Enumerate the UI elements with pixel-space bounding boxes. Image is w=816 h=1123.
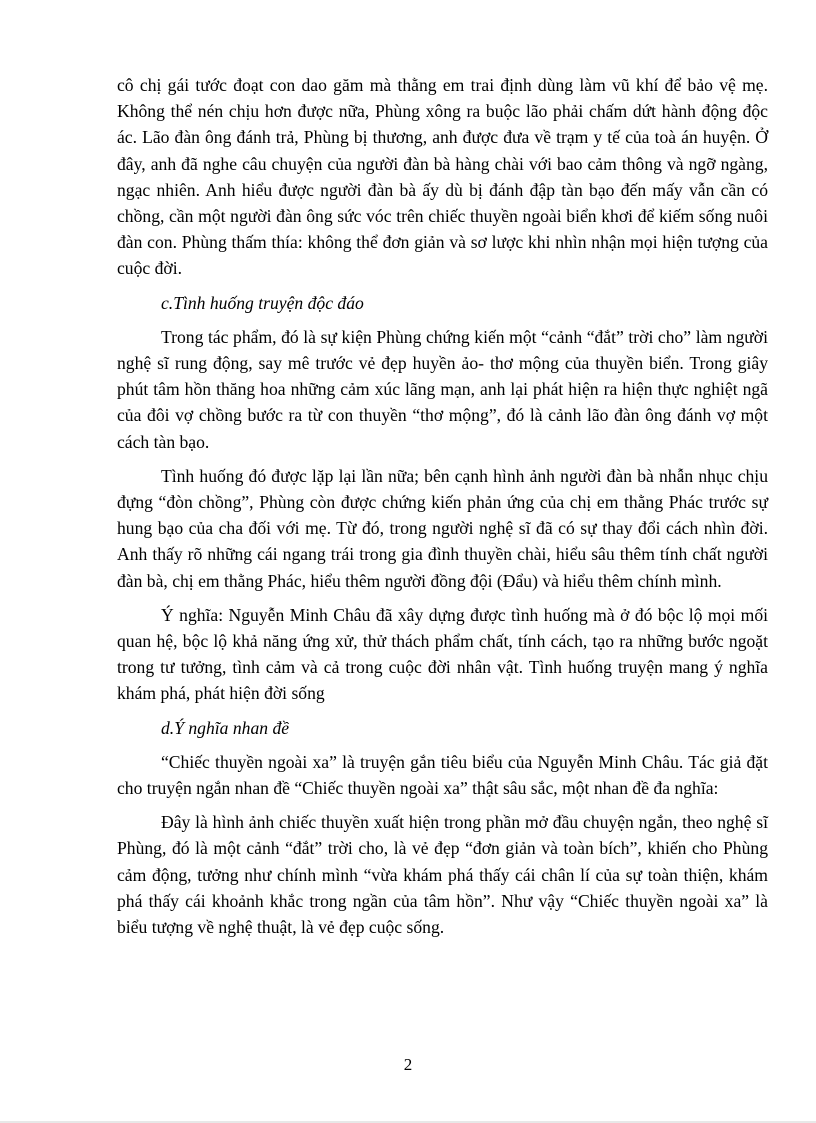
intro-paragraph: cô chị gái tước đoạt con dao găm mà thằng em trai định dùng làm vũ khí để bảo vệ mẹ. Không thể nén chịu hơn được nữa, Phùng xông ra buộc lão phải chấm dứt hành động độc ác. Lão đàn ông đánh trả, Phùng bị thương, anh được đưa về trạm y tế của toà án huyện. Ở đây, anh đã nghe câu chuyện của người đàn bà hàng chài với bao cảm thông và ngỡ ngàng, ngạc nhiên. Anh hiểu được người đàn bà ấy dù bị đánh đập tàn bạo đến mấy vẫn cần có chồng, cần một người đàn ông sức vóc trên chiếc thuyền ngoài biển khơi để kiếm sống nuôi đàn con. Phùng thấm thía: không thể đơn giản và sơ lược khi nhìn nhận mọi hiện tượng của cuộc đời. [117,75,768,279]
section-c-paragraph-2: Tình huống đó được lặp lại lần nữa; bên cạnh hình ảnh người đàn bà nhẫn nhục chịu đựng “đòn chồng”, Phùng còn được chứng kiến phản ứng của chị em thằng Phác trước sự hung bạo của cha đối với mẹ. Từ đó, trong người nghệ sĩ đã có sự thay đổi cách nhìn đời. Anh thấy rõ những cái ngang trái trong gia đình thuyền chài, hiểu sâu thêm tính chất người đàn bà, chị em thằng Phác, hiểu thêm người đồng đội (Đẩu) và hiểu thêm chính mình. [117,465,768,591]
document-body [117,72,768,940]
section-d-paragraph-1: “Chiếc thuyền ngoài xa” là truyện gắn tiêu biểu của Nguyễn Minh Châu. Tác giả đặt cho truyện ngắn nhan đề “Chiếc thuyền ngoài xa” thật sâu sắc, một nhan đề đa nghĩa: [117,751,768,799]
section-c-paragraph-3: Ý nghĩa: Nguyễn Minh Châu đã xây dựng được tình huống mà ở đó bộc lộ mọi mối quan hệ, bộc lộ khả năng ứng xử, thử thách phẩm chất, tính cách, tạo ra những bước ngoặt trong tư tưởng, tình cảm và cả trong cuộc đời nhân vật. Tình huống truyện mang ý nghĩa khám phá, phát hiện đời sống [117,604,768,704]
section-d-heading: d.Ý nghĩa nhan đề [161,717,290,738]
section-c-paragraph-1: Trong tác phẩm, đó là sự kiện Phùng chứng kiến một “cảnh “đắt” trời cho” làm người nghệ sĩ rung động, say mê trước vẻ đẹp huyền ảo- thơ mộng của thuyền biển. Trong giây phút tâm hồn thăng hoa những cảm xúc lãng mạn, anh lại phát hiện ra hiện thực nghiệt ngã của đôi vợ chồng bước ra từ con thuyền “thơ mộng”, đó là cảnh lão đàn ông đánh vợ một cách tàn bạo. [117,326,768,452]
page-number: 2 [403,1055,413,1074]
section-d-paragraph-2: Đây là hình ảnh chiếc thuyền xuất hiện trong phần mở đầu chuyện ngắn, theo nghệ sĩ Phùng, đó là một cảnh “đắt” trời cho, là vẻ đẹp “đơn giản và toàn bích”, khiến cho Phùng cảm động, tưởng như chính mình “vừa khám phá thấy cái chân lí của sự toàn thiện, khám phá thấy cái khoảnh khắc trong ngần của tâm hồn”. Như vậy “Chiếc thuyền ngoài xa” là biểu tượng về nghệ thuật, là vẻ đẹp cuộc sống. [117,812,768,938]
section-c-heading: c.Tình huống truyện độc đáo [161,292,364,313]
